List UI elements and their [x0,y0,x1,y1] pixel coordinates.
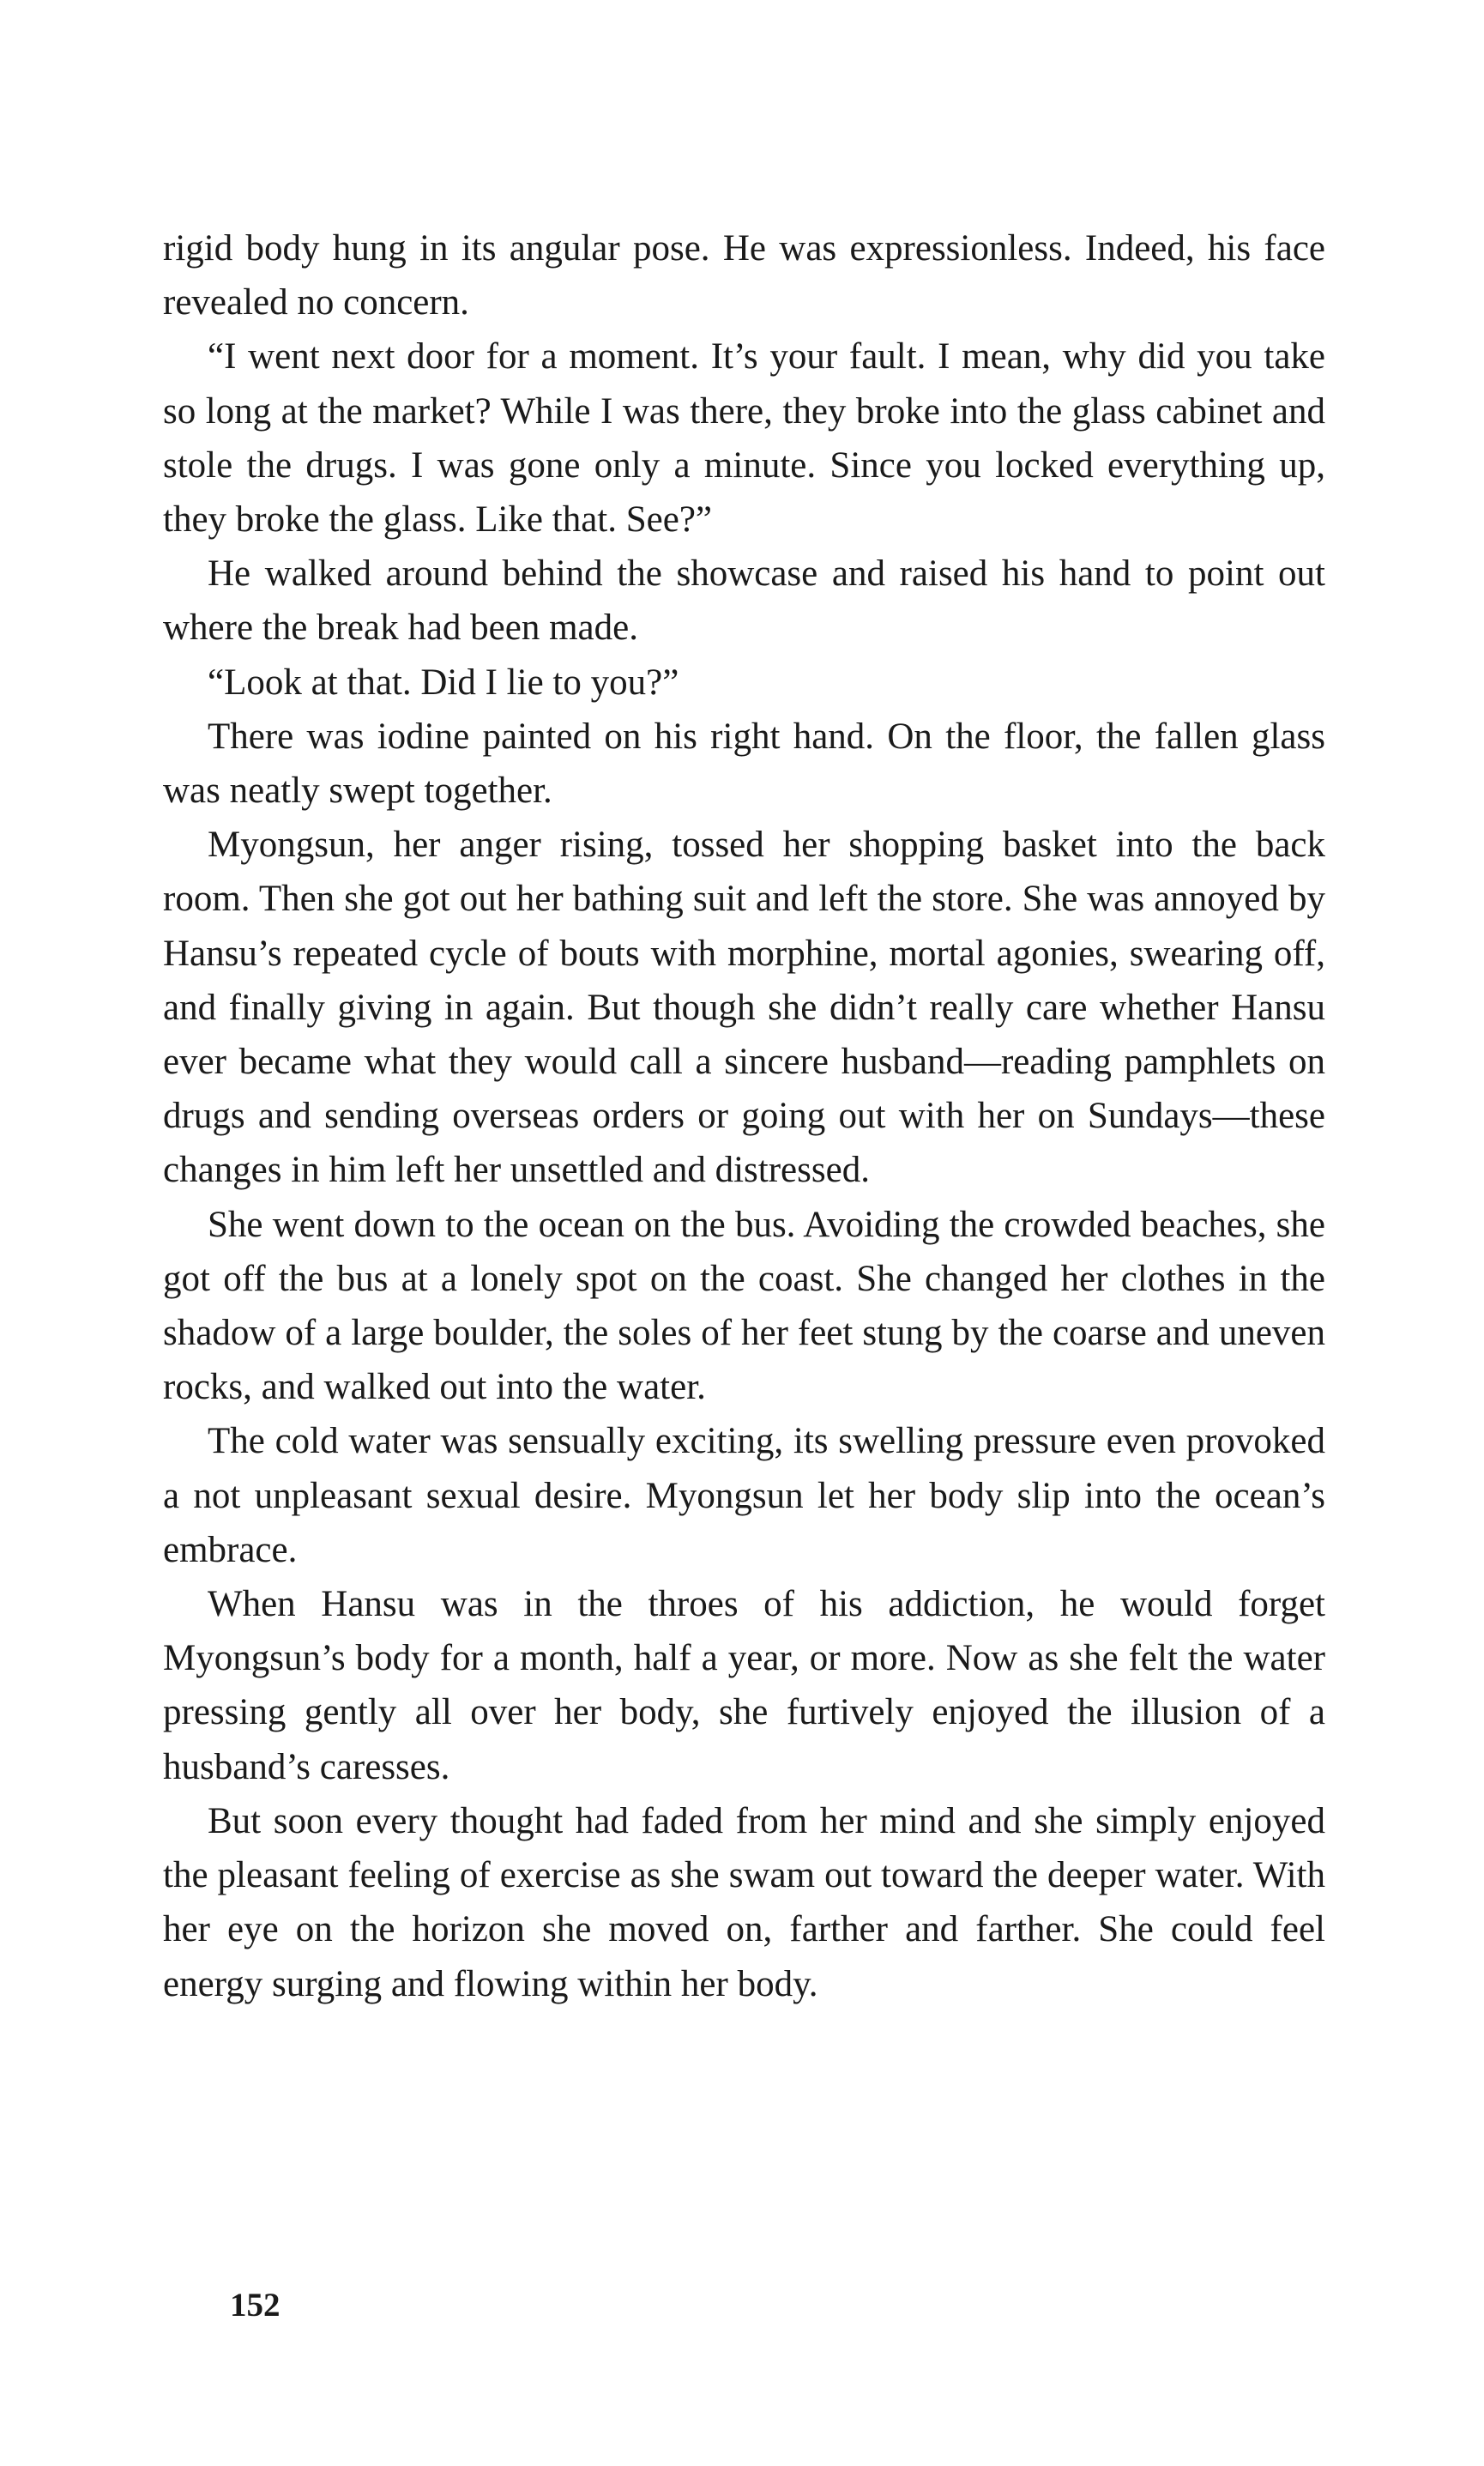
paragraph-2: “I went next door for a moment. It’s your fault. I mean, why did you take so long at the market? While I was there, they broke into the glass cabinet and stole the drugs. I was gone only a minute. Since you locked everything up, they broke the glass. Like that. See?” [163,336,1325,541]
page-number: 152 [230,2287,281,2324]
paragraph-4: “Look at that. Did I lie to you?” [208,662,679,703]
paragraph-3: He walked around behind the showcase and raised his hand to point out where the break had been made. [163,553,1325,649]
paragraph-1: rigid body hung in its angular pose. He was expressionless. Indeed, his face revealed no concern. [163,228,1325,323]
paragraph-9: When Hansu was in the throes of his addiction, he would forget Myongsun’s body for a month, half a year, or more. Now as she felt the water pressing gently all over her body, she furtively enjoyed the illusion of a husband’s caresses. [163,1584,1325,1787]
paragraph-5: There was iodine painted on his right hand. On the floor, the fallen glass was neatly swept together. [163,716,1325,812]
page-body [163,221,1325,2011]
paragraph-6: Myongsun, her anger rising, tossed her shopping basket into the back room. Then she got out her bathing suit and left the store. She was annoyed by Hansu’s repeated cycle of bouts with morphine, mortal agonies, swearing off, and finally giving in again. But though she didn’t really care whether Hansu ever became what they would call a sincere husband—reading pamphlets on drugs and sending overseas orders or going out with her on Sundays—these changes in him left her unsettled and distressed. [163,825,1325,1191]
paragraph-8: The cold water was sensually exciting, its swelling pressure even provoked a not unpleasant sexual desire. Myongsun let her body slip into the ocean’s embrace. [163,1421,1325,1570]
paragraph-10: But soon every thought had faded from her mind and she simply enjoyed the pleasant feeling of exercise as she swam out toward the deeper water. With her eye on the horizon she moved on, farther and farther. She could feel energy surging and flowing within her body. [163,1800,1325,2004]
paragraph-7: She went down to the ocean on the bus. Avoiding the crowded beaches, she got off the bus at a lonely spot on the coast. She changed her clothes in the shadow of a large boulder, the soles of her feet stung by the coarse and uneven rocks, and walked out into the water. [163,1204,1325,1408]
